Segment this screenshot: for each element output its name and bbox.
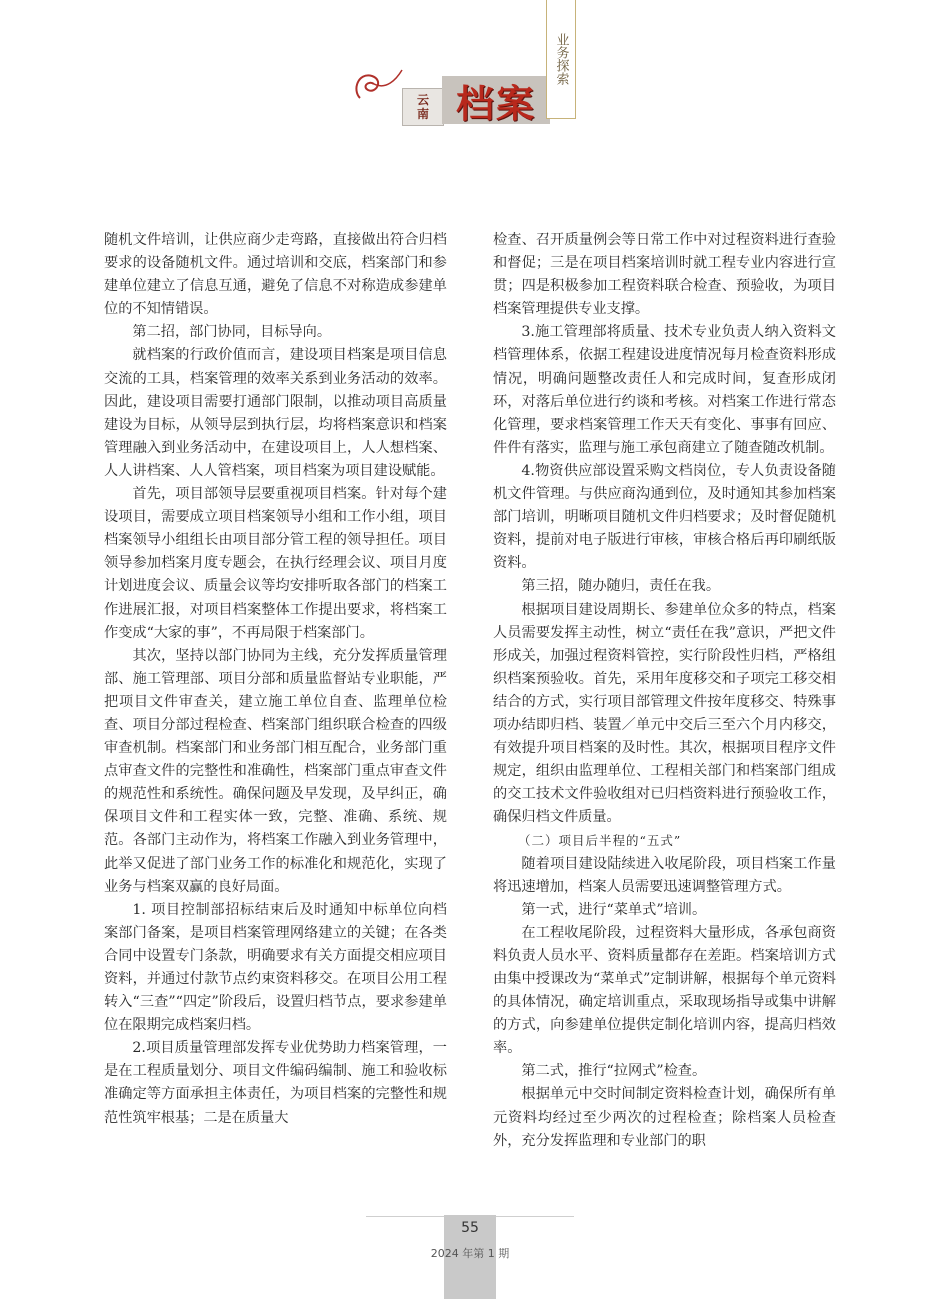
section-heading: （二）项目后半程的“五式” (518, 833, 682, 849)
paragraph: 检查、召开质量例会等日常工作中对过程资料进行查验和督促；三是在项目档案培训时就工程专业内容进行宣贯；四是积极参加工程资料联合检查、预验收，为项目档案管理提供专业支撑。 (493, 232, 836, 318)
paragraph: 2.项目质量管理部发挥专业优势助力档案管理，一是在工程质量划分、项目文件编码编制、施工和验收标准确定等方面承担主体责任，为项目档案的完整性和规范性筑牢根基；二是在质量大 (104, 1040, 447, 1126)
logo-yunnan-label: 云 南 (402, 88, 444, 126)
subheading: 第三招，随办随归，责任在我。 (521, 578, 721, 595)
paragraph: 根据项目建设周期长、参建单位众多的特点，档案人员需要发挥主动性，树立“责任在我”意识，严把文件形成关，加强过程资料管控，实行阶段性归档，严格组织档案预验收。首先，采用年度移交和子项完工移交相结合的方式，实行项目部管理文件按年度移交、特殊事项办结即归档、装置／单元中交后三至六个月内移交，有效提升项目档案的及时性。其次，根据项目程序文件规定，组织由监理单位、工程相关部门和档案部门组成的交工技术文件验收组对已归档资料进行预验收工作，确保归档文件质量。 (493, 601, 836, 826)
paragraph: 就档案的行政价值而言，建设项目档案是项目信息交流的工具，档案管理的效率关系到业务活动的效率。因此，建设项目需要打通部门限制，以推动项目高质量建设为目标，从领导层到执行层，均将档案意识和档案管理融入到业务活动中，在建设项目上，人人想档案、人人讲档案、人人管档案，项目档案为项目建设赋能。 (104, 347, 447, 479)
journal-header (350, 28, 580, 128)
paragraph: 在工程收尾阶段，过程资料大量形成，各承包商资料负责人员水平、资料质量都存在差距。档案培训方式由集中授课改为“菜单式”定制讲解，根据每个单元资料的具体情况，确定培训重点，采取现场指导或集中讲解的方式，向参建单位提供定制化培训内容，提高归档效率。 (493, 924, 836, 1057)
left-column (104, 229, 447, 1130)
issue-label: 2024 年第 1 期 (430, 1247, 510, 1260)
paragraph: 1. 项目控制部招标结束后及时通知中标单位向档案部门备案，是项目档案管理网络建立的关键；在各类合同中设置专门条款，明确要求有关方面提交相应项目资料，并通过付款节点约束资料移交。在项目公用工程转入“三查”“四定”阶段后，设置归档节点，要求参建单位在限期完成档案归档。 (104, 901, 447, 1034)
logo-dangan-title: 档案 (442, 76, 550, 124)
paragraph: 首先，项目部领导层要重视项目档案。针对每个建设项目，需要成立项目档案领导小组和工作小组，项目档案领导小组组长由项目部分管工程的领导担任。项目领导参加档案月度专题会，在执行经理会议、项目月度计划进度会议、质量会议等均安排听取各部门的档案工作进展汇报，对项目档案整体工作提出要求，将档案工作变成“大家的事”，不再局限于档案部门。 (104, 486, 447, 641)
paragraph: 随机文件培训，让供应商少走弯路，直接做出符合归档要求的设备随机文件。通过培训和交底，档案部门和参建单位建立了信息互通，避免了信息不对称造成参建单位的不知情错误。 (104, 232, 447, 318)
right-column (493, 229, 836, 1153)
paragraph: 4.物资供应部设置采购文档岗位，专人负责设备随机文件管理。与供应商沟通到位，及时通知其参加档案部门培训，明晰项目随机文件归档要求；及时督促随机资料，提前对电子版进行审核，审核合格后再印刷纸版资料。 (493, 462, 836, 572)
paragraph: 3.施工管理部将质量、技术专业负责人纳入资料文档管理体系，依据工程建设进度情况每月检查资料形成情况，明确问题整改责任人和完成时间，复查形成闭环，对落后单位进行约谈和考核。对档案工作进行常态化管理，要求档案管理工作天天有变化、事事有回应、件件有落实，监理与施工承包商建立了随查随改机制。 (493, 324, 836, 456)
subheading: 第二式，推行“拉网式”检查。 (521, 1063, 707, 1080)
section-tag: 业务探索 (546, 0, 576, 119)
swirl-ornament-icon (350, 50, 410, 110)
subheading: 第一式，进行“菜单式”培训。 (521, 901, 707, 918)
paragraph: 随着项目建设陆续进入收尾阶段，项目档案工作量将迅速增加，档案人员需要迅速调整管理方式。 (493, 855, 836, 895)
page-number: 55 (461, 1220, 479, 1236)
journal-logo (402, 70, 552, 124)
subheading: 第二招，部门协同，目标导向。 (132, 324, 332, 341)
paragraph: 根据单元中交时间制定资料检查计划，确保所有单元资料均经过至少两次的过程检查；除档案人员检查外，充分发挥监理和专业部门的职 (493, 1086, 836, 1149)
paragraph: 其次，坚持以部门协同为主线，充分发挥质量管理部、施工管理部、项目分部和质量监督站专业职能，严把项目文件审查关，建立施工单位自查、监理单位检查、项目分部过程检查、档案部门组织联合检查的四级审查机制。档案部门和业务部门相互配合，业务部门重点审查文件的完整性和准确性，档案部门重点审查文件的规范性和系统性。确保问题及早发现，及早纠正，确保项目文件和工程实体一致，完整、准确、系统、规范。各部门主动作为，将档案工作融入到业务管理中，此举又促进了部门业务工作的标准化和规范化，实现了业务与档案双赢的良好局面。 (104, 647, 447, 895)
